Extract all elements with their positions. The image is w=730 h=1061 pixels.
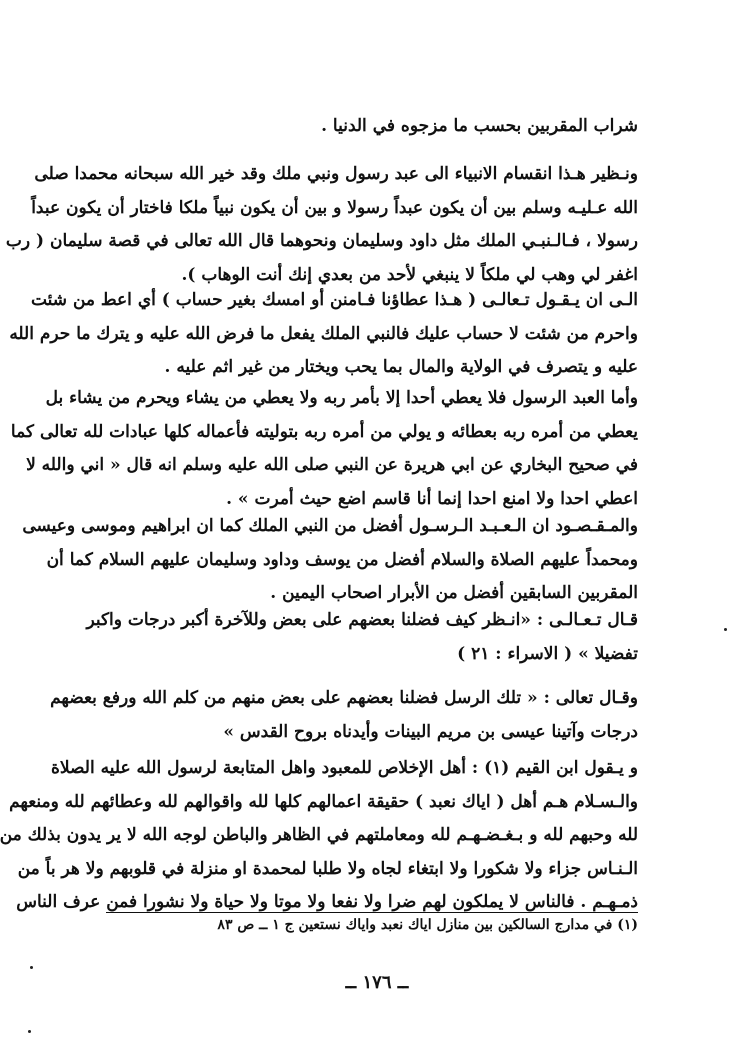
text-line: رسولا ، فـالـنبـي الملك مثل داود وسليمان ونحوهما قال الله تعالى في قصة سليمان ( رب xyxy=(5,231,638,252)
text-line: اغفر لي وهب لي ملكاً لا ينبغي لأحد من بعدي إنك أنت الوهاب ). xyxy=(181,264,638,285)
text-line: وقـال تعالى : « تلك الرسل فضلنا بعضهم على بعض منهم من كلم الله ورفع بعضهم xyxy=(50,688,638,708)
text-line: شراب المقربين بحسب ما مزجوه في الدنيا . xyxy=(321,116,638,136)
scan-speck xyxy=(724,628,727,631)
paragraph-2 xyxy=(5,158,638,292)
text-line: المقربين السابقين أفضل من الأبرار اصحاب اليمين . xyxy=(270,583,638,604)
text-line: الـى ان يـقـول تـعالـى ( هـذا عطاؤنا فـامنن أو امسك بغير حساب ) أي اعط من شئت xyxy=(30,290,638,310)
paragraph-3 xyxy=(9,284,638,385)
footnote: (١) في مدارج السالكين بين منازل اياك نعبد واياك نستعين ج ١ ــ ص ٨٣ xyxy=(217,917,638,933)
paragraph-8 xyxy=(0,752,638,920)
text-line: و يـقول ابن القيم (١) : أهل الإخلاص للمعبود واهل المتابعة لرسول الله عليه الصلاة xyxy=(50,758,638,778)
paragraph-4 xyxy=(10,382,638,516)
text-line: الله عـليـه وسلم بين أن يكون عبداً رسولا و بين أن يكون نبياً ملكا فاختار أن يكون عبداً xyxy=(31,197,638,218)
text-line: واحرم من شئت لا حساب عليك فالنبي الملك يفعل ما فرض الله عليه و يترك ما حرم الله xyxy=(9,323,638,344)
paragraph-7 xyxy=(50,682,638,749)
text-line: والـسـلام هـم أهل ( اياك نعبد ) حقيقة اعمالهم كلها لله واقوالهم لله وعطائهم لله ومنعهم xyxy=(9,791,638,812)
text-line: ونـظير هـذا انقسام الانبياء الى عبد رسول ونبي ملك وقد خير الله سبحانه محمدا صلى xyxy=(34,164,638,184)
scan-speck xyxy=(30,966,33,969)
text-line: اعطي احدا ولا امنع احدا إنما أنا قاسم اضع حيث أمرت » . xyxy=(226,488,638,509)
text-line: قـال تـعـالـى : «انـظر كيف فضلنا بعضهم على بعض وللآخرة أكبر درجات واكبر xyxy=(86,610,638,630)
text-line: والمـقـصـود ان الـعـبـد الـرسـول أفضل من النبي الملك كما ان ابراهيم وموسى وعيسى xyxy=(22,516,638,536)
paragraph-6 xyxy=(86,604,638,671)
scan-speck xyxy=(28,1030,31,1033)
paragraph-1 xyxy=(106,110,638,144)
text-line: في صحيح البخاري عن ابي هريرة عن النبي صلى الله عليه وسلم انه قال « اني والله لا xyxy=(26,455,638,476)
text-line: لله وحبهم لله و بـغـضـهـم لله ومعاملتهم في الظاهر والباطن لوجه الله لا ير يدون بذلك من xyxy=(0,825,638,846)
text-line: وأما العبد الرسول فلا يعطي أحدا إلا بأمر ربه ولا يعطي من يشاء ويحرم من يشاء بل xyxy=(45,388,638,408)
page-number: ــ ١٧٦ ــ xyxy=(345,972,409,993)
text-line: يعطي من أمره ربه بعطائه و يولي من أمره ربه بتوليته فأعماله كلها عبادات لله تعالى كما xyxy=(10,421,638,442)
footnote-divider xyxy=(106,912,638,913)
text-line: درجات وآتينا عيسى بن مريم البينات وأيدناه بروح القدس » xyxy=(223,721,638,742)
text-line: عليه و يتصرف في الولاية والمال بما يحب ويختار من غير اثم عليه . xyxy=(164,357,638,378)
text-line: ذمـهـم . فالناس لا يملكون لهم ضرا ولا نفعا ولا موتا ولا حياة ولا نشورا فمن عرف الناس xyxy=(16,892,638,913)
text-line: الـنـاس جزاء ولا شكورا ولا ابتغاء لجاه ولا طلبا لمحمدة او منزلة في قلوبهم ولا هر باً من xyxy=(17,858,638,879)
text-line: تفضيلا » ( الاسراء : ٢١ ) xyxy=(457,643,638,664)
paragraph-5 xyxy=(22,510,638,611)
text-line: ومحمداً عليهم الصلاة والسلام أفضل من يوسف وداود وسليمان عليهم السلام كما أن xyxy=(46,549,638,570)
